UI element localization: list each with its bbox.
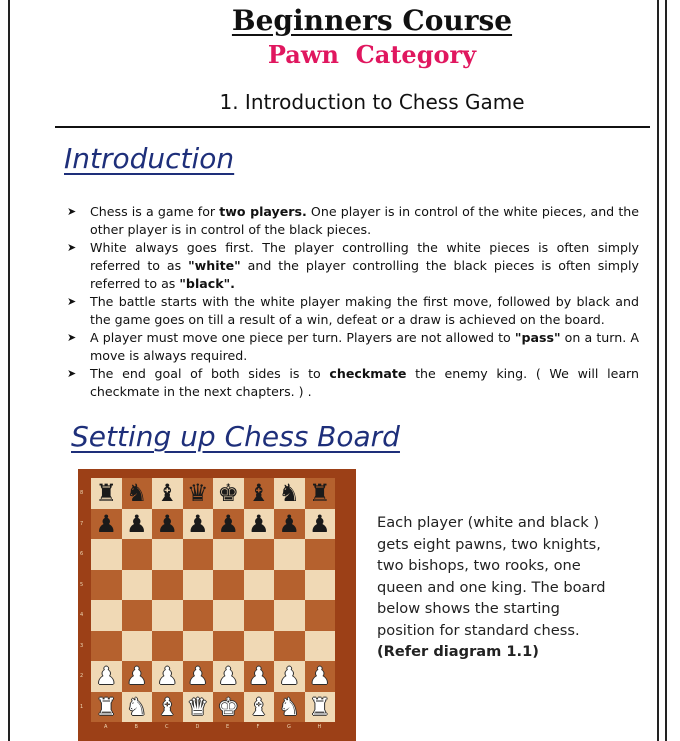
board-square-g5 [274,570,305,601]
board-square-h6 [305,539,336,570]
board-square-c3 [152,631,183,662]
bullet-text: One player is in control of the white pieces, and the other player is in control of the black pieces. [90,204,639,237]
board-square-h4 [305,600,336,631]
course-title: Beginners Course [231,4,513,37]
introduction-heading: Introduction [64,142,235,175]
white-rook-icon: ♜ [95,692,117,721]
bullet-text: A player must move one piece per turn. Players are not allowed to [90,330,515,345]
file-label: D [195,724,200,730]
board-square-e6 [213,539,244,570]
rank-label: 1 [80,703,84,710]
page-border-left [8,0,10,741]
file-label: E [226,724,230,730]
board-square-b5 [122,570,153,601]
white-bishop-icon: ♝ [247,692,270,721]
black-knight-icon: ♞ [278,479,300,507]
white-pawn-icon: ♟ [125,662,148,690]
board-square-d5 [183,570,214,601]
file-label: G [287,724,291,730]
white-pawn-icon: ♟ [156,662,178,690]
arrow-bullet-icon: ➤ [67,331,77,344]
black-pawn-icon: ♟ [247,509,270,538]
file-label: C [165,724,169,730]
board-square-c6 [152,539,183,570]
chapter-title: 1. Introduction to Chess Game [219,90,525,114]
board-square-h3 [305,631,336,662]
arrow-bullet-icon: ➤ [67,367,77,380]
black-bishop-icon: ♝ [247,479,270,507]
bullet-text: and the player controlling the black pieces is often simply referred to as [90,258,639,291]
white-pawn-icon: ♟ [217,662,239,690]
setup-description-text: Each player (white and black ) gets eight pawns, two knights, two bishops, two rooks, one queen and one king. The board below shows the starting position for standard chess. [377,514,606,639]
board-square-c5 [152,570,183,601]
black-knight-icon: ♞ [125,479,148,507]
bullet-text: White always goes first. The player controlling the white pieces is often simply referred to as [90,240,639,273]
white-pawn-icon: ♟ [186,662,209,690]
board-square-h5 [305,570,336,601]
black-pawn-icon: ♟ [156,509,178,538]
file-label: A [104,724,108,730]
black-bishop-icon: ♝ [156,479,178,507]
bullet-item [67,329,639,365]
black-queen-icon: ♛ [186,479,209,507]
setup-description [377,512,617,663]
file-label: H [317,724,322,730]
bullet-item [67,239,639,293]
board-square-f3 [244,631,275,662]
board-square-e4 [213,600,244,631]
page-border-right-outer [665,0,667,741]
board-square-f4 [244,600,275,631]
white-pawn-icon: ♟ [308,662,331,690]
board-square-g6 [274,539,305,570]
setup-heading: Setting up Chess Board [71,420,400,453]
bullet-emphasis: "white" [188,258,241,273]
arrow-bullet-icon: ➤ [67,295,77,308]
white-queen-icon: ♛ [186,692,209,721]
black-pawn-icon: ♟ [308,509,331,538]
arrow-bullet-icon: ➤ [67,241,77,254]
white-pawn-icon: ♟ [247,662,270,690]
bullet-text: Chess is a game for [90,204,220,219]
white-pawn-icon: ♟ [278,662,300,690]
board-square-d3 [183,631,214,662]
header-divider [55,126,650,128]
bullet-text: The end goal of both sides is to [90,366,330,381]
board-square-a6 [91,539,122,570]
document-page [12,0,652,741]
white-bishop-icon: ♝ [156,692,178,721]
rank-label: 7 [80,520,84,527]
white-pawn-icon: ♟ [95,662,117,690]
white-rook-icon: ♜ [308,692,331,721]
board-square-d4 [183,600,214,631]
board-square-b4 [122,600,153,631]
rank-label: 4 [80,612,84,618]
board-square-e3 [213,631,244,662]
bullet-item [67,365,639,401]
rank-label: 2 [80,673,84,679]
chess-board [80,478,351,741]
board-square-d6 [183,539,214,570]
black-pawn-icon: ♟ [125,509,148,538]
file-label: F [256,724,260,730]
board-square-b3 [122,631,153,662]
board-square-c4 [152,600,183,631]
black-rook-icon: ♜ [95,479,117,507]
bullet-item [67,203,639,239]
black-pawn-icon: ♟ [95,509,117,538]
page-border-right [657,0,659,741]
board-square-e5 [213,570,244,601]
chess-board-diagram [78,469,356,741]
diagram-reference: (Refer diagram 1.1) [377,643,539,660]
rank-label: 5 [80,581,84,588]
board-square-b6 [122,539,153,570]
bullet-text: the enemy king. ( We will learn checkmate in the next chapters. ) . [90,366,639,399]
board-square-a5 [91,570,122,601]
bullet-item [67,293,639,329]
black-pawn-icon: ♟ [217,509,239,538]
board-square-g4 [274,600,305,631]
category-title: Pawn Category [267,40,477,69]
black-pawn-icon: ♟ [186,509,209,538]
board-square-g3 [274,631,305,662]
black-pawn-icon: ♟ [278,509,300,538]
arrow-bullet-icon: ➤ [67,205,77,218]
file-label: B [134,724,138,730]
black-king-icon: ♚ [217,479,239,507]
board-square-f6 [244,539,275,570]
board-square-a4 [91,600,122,631]
white-knight-icon: ♞ [125,692,148,721]
rank-label: 6 [80,551,84,557]
bullet-emphasis: "black". [179,276,235,291]
rank-label: 3 [80,642,84,649]
bullet-emphasis: "pass" [514,330,561,345]
bullet-text: The battle starts with the white player making the first move, followed by black and the game goes on till a result of a win, defeat or a draw is achieved on the board. [90,294,639,327]
black-rook-icon: ♜ [308,479,331,507]
bullet-emphasis: checkmate [329,366,407,381]
board-square-a3 [91,631,122,662]
bullet-emphasis: two players. [219,204,307,219]
introduction-bullet-list [67,203,639,401]
white-king-icon: ♚ [217,692,239,721]
board-square-f5 [244,570,275,601]
bullet-text: on a turn. A move is always required. [90,330,639,363]
white-knight-icon: ♞ [278,692,300,721]
rank-label: 8 [80,490,84,496]
